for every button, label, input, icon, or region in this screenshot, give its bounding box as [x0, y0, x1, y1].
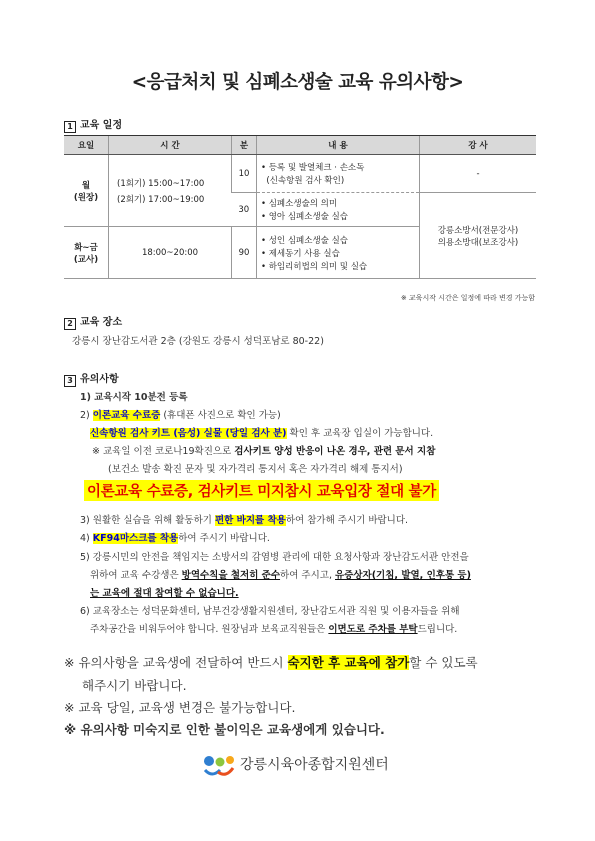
list-item: • 영아 심폐소생술 실습 [261, 212, 349, 222]
footer-note-1-cont: 해주시기 바랍니다. [82, 678, 187, 693]
highlight-text: 이론교육 수료증 [92, 410, 161, 421]
section-number: 3 [64, 375, 76, 387]
table-row [64, 155, 536, 193]
footer-note-1: ※ 유의사항을 교육생에 전달하여 반드시 숙지한 후 교육에 참가할 수 있도록 [64, 655, 478, 670]
note-2: 2) 이론교육 수료증 (휴대폰 사진으로 확인 가능) [80, 410, 281, 421]
list-item: • 성인 심폐소생술 실습 [261, 235, 349, 246]
instructor-assistant: 의용소방대(보조강사) [437, 237, 519, 248]
document-title: <응급처치 및 심폐소생술 교육 유의사항> [131, 72, 464, 93]
note-5-end: 는 교육에 절대 참여할 수 없습니다. [90, 588, 239, 599]
note-6-cont: 주차공간을 비워두어야 합니다. 원장님과 보육교직원들은 이면도로 주차를 부탁드립니다. [90, 624, 458, 635]
bold-text: 검사키트 양성 반응이 나온 경우, 관련 문서 지참 [234, 446, 436, 457]
org-logo [202, 752, 389, 778]
content-cell [257, 155, 420, 193]
section-label: 교육 장소 [80, 317, 123, 328]
day-sub: (교사) [73, 254, 99, 265]
section-label: 유의사항 [80, 374, 119, 385]
org-logo-icon [202, 752, 236, 778]
section-schedule-heading [64, 116, 122, 133]
section-notes-heading [64, 370, 119, 387]
list-item: • 심폐소생술의 의미 [261, 199, 338, 209]
instructor-cell [420, 193, 537, 279]
header-day: 요일 [64, 136, 109, 155]
note-1: 1) 교육시작 10분전 등록 [80, 392, 188, 403]
note-6: 6) 교육장소는 성덕문화센터, 남부건강생활지원센터, 장난감도서관 직원 및 이용자들을 위해 [80, 606, 460, 617]
table-note: ※ 교육시작 시간은 일정에 따라 변경 가능함 [400, 294, 535, 302]
content-cell [257, 227, 420, 279]
footer-note-2: ※ 교육 당일, 교육생 변경은 불가능합니다. [64, 700, 296, 715]
note-4: 4) KF94마스크를 착용하여 주시기 바랍니다. [80, 533, 270, 544]
place-text: 강릉시 장난감도서관 2층 (강원도 강릉시 성덕포남로 80-22) [72, 336, 324, 347]
bold-text: 방역수칙을 철저히 준수 [181, 570, 281, 581]
schedule-table [64, 135, 536, 279]
day: 화~금 [74, 242, 98, 253]
highlight-text: 숙지한 후 교육에 참가 [287, 655, 410, 670]
day: 월 [81, 180, 91, 191]
time-session-2: (2회기) 17:00~19:00 [117, 194, 205, 205]
header-time: 시 간 [109, 136, 232, 155]
day-cell [64, 227, 109, 279]
header-content: 내 용 [257, 136, 420, 155]
highlight-text: 신속항원 검사 키트 (음성) 실물 (당일 검사 분) [90, 428, 287, 439]
table-header-row [64, 136, 536, 155]
section-number: 1 [64, 121, 76, 133]
instructor-main: 강릉소방서(전문강사) [437, 225, 519, 236]
org-name: 강릉시육아종합지원센터 [240, 757, 389, 773]
list-item: • 등록 및 발열체크 · 손소독 [261, 163, 365, 173]
section-place-heading [64, 313, 122, 330]
time-session-1: (1회기) 15:00~17:00 [117, 178, 205, 189]
minutes-cell: 30 [232, 193, 257, 227]
list-item: • 하임리히법의 의미 및 실습 [261, 261, 368, 272]
content-cell [257, 193, 420, 227]
bold-text: 이면도로 주차를 부탁 [328, 624, 418, 635]
list-item: • 제세동기 사용 실습 [261, 248, 340, 259]
day-cell [64, 155, 109, 227]
note-2-covid: ※ 교육일 이전 코로나19확진으로 검사키트 양성 반응이 나온 경우, 관련 문서 지참 [92, 446, 436, 457]
header-instructor: 강 사 [420, 136, 537, 155]
header-minutes: 분 [232, 136, 257, 155]
highlight-text: KF94마스크를 착용 [92, 533, 179, 544]
section-label: 교육 일정 [80, 120, 123, 131]
section-number: 2 [64, 318, 76, 330]
time-cell [109, 155, 232, 227]
note-3: 3) 원활한 실습을 위해 활동하기 편한 바지를 착용하여 참가해 주시기 바랍니다. [80, 515, 409, 526]
time-cell: 18:00~20:00 [109, 227, 232, 279]
warning-banner: 이론교육 수료증, 검사키트 미지참시 교육입장 절대 불가 [84, 480, 439, 501]
instructor-cell: - [420, 155, 537, 193]
note-2-kit: 신속항원 검사 키트 (음성) 실물 (당일 검사 분) 확인 후 교육장 입실이 가능합니다. [90, 428, 434, 439]
day-sub: (원장) [73, 192, 99, 203]
minutes-cell: 90 [232, 227, 257, 279]
note-5-cont: 위하여 교육 수강생은 방역수칙을 철저히 준수하여 주시고, 유증상자(기침, 발열, 인후통 등) [90, 570, 471, 581]
list-item: (신속항원 검사 확인) [266, 176, 345, 186]
bold-text: 유증상자(기침, 발열, 인후통 등) [335, 570, 471, 581]
note-2-docs: (보건소 발송 확진 문자 및 자가격리 통지서 혹은 자가격리 해제 통지서) [108, 464, 403, 475]
minutes-cell: 10 [232, 155, 257, 193]
note-5: 5) 강릉시민의 안전을 책임지는 소방서의 감염병 관리에 대한 요청사항과 장난감도서관 안전을 [80, 552, 469, 563]
highlight-text: 편한 바지를 착용 [214, 515, 286, 526]
footer-note-3: ※ 유의사항 미숙지로 인한 불이익은 교육생에게 있습니다. [64, 722, 385, 737]
